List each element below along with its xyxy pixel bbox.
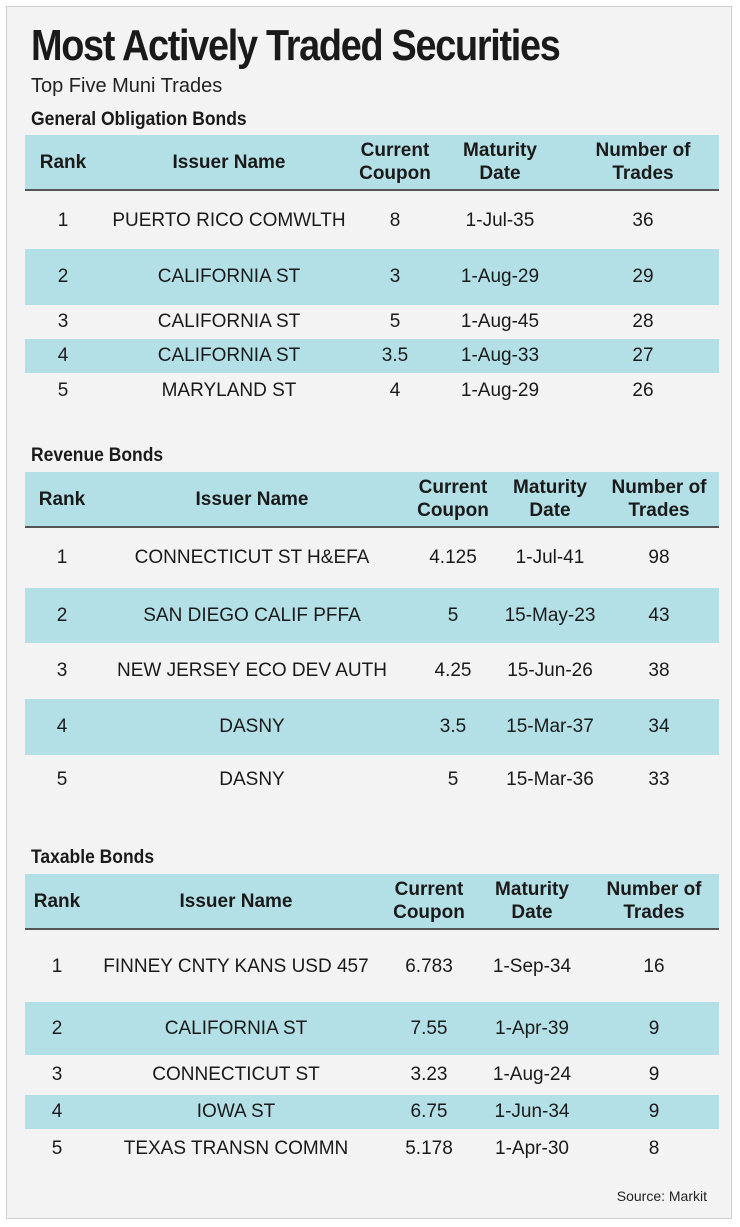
header-maturity-date <box>475 874 589 928</box>
cell-current-coupon: 5 <box>447 604 459 626</box>
table-row <box>25 305 719 339</box>
header-maturity-date-text <box>463 139 537 185</box>
header-line: Current <box>360 140 430 161</box>
header-line: Date <box>529 500 571 521</box>
cell-rank: 1 <box>57 210 69 231</box>
cell-number-of-trades: 33 <box>648 769 670 790</box>
header-maturity-date-text <box>513 476 587 522</box>
header-line: Trades <box>623 902 685 923</box>
header-number-of-trades-text <box>607 878 702 924</box>
cell-rank: 1 <box>51 956 63 977</box>
header-issuer-name-text <box>172 151 285 174</box>
cell-rank: 5 <box>57 380 69 401</box>
header-issuer-name <box>101 135 357 189</box>
cell-number-of-trades: 43 <box>648 604 670 626</box>
header-line: Maturity <box>463 140 537 161</box>
cell-maturity-date: 1-Aug-45 <box>460 311 540 332</box>
cell-maturity-date: 1-Apr-39 <box>495 1017 569 1039</box>
cell-number-of-trades: 16 <box>643 956 665 977</box>
header-line: Maturity <box>513 477 587 498</box>
cell-maturity-date: 15-Jun-26 <box>507 660 593 681</box>
header-current-coupon <box>357 135 433 189</box>
cell-maturity-date: 15-Mar-36 <box>506 769 594 790</box>
header-line: Date <box>511 902 553 923</box>
cell-rank: 2 <box>57 266 69 287</box>
header-maturity-date-text <box>495 878 569 924</box>
cell-issuer-name: NEW JERSEY ECO DEV AUTH <box>117 660 387 681</box>
header-current-coupon-text <box>359 139 431 185</box>
cell-number-of-trades: 27 <box>632 345 654 366</box>
chart-frame <box>6 6 732 1219</box>
header-maturity-date <box>433 135 567 189</box>
page-subtitle: Top Five Muni Trades <box>31 75 223 97</box>
cell-maturity-date: 1-Aug-24 <box>492 1064 572 1085</box>
cell-issuer-name: DASNY <box>219 716 285 737</box>
header-line: Issuer Name <box>195 488 309 510</box>
cell-current-coupon: 6.783 <box>405 956 453 977</box>
header-line: Coupon <box>417 500 489 521</box>
header-line: Coupon <box>393 902 465 923</box>
header-number-of-trades <box>589 874 719 928</box>
table-row <box>25 373 719 409</box>
cell-number-of-trades: 9 <box>648 1101 660 1122</box>
header-number-of-trades-text <box>596 139 691 185</box>
table-header-row <box>25 874 719 930</box>
cell-issuer-name: MARYLAND ST <box>161 380 297 401</box>
header-current-coupon <box>405 472 501 526</box>
header-line: Trades <box>628 500 690 521</box>
cell-number-of-trades: 9 <box>648 1017 660 1039</box>
cell-number-of-trades: 26 <box>632 380 654 401</box>
cell-issuer-name: SAN DIEGO CALIF PFFA <box>143 604 361 626</box>
table-row <box>25 193 719 249</box>
header-line: Date <box>479 163 521 184</box>
header-current-coupon-text <box>393 878 465 924</box>
cell-number-of-trades: 29 <box>632 266 654 287</box>
header-issuer-name <box>99 472 405 526</box>
cell-maturity-date: 1-Jul-41 <box>515 547 585 568</box>
table-row <box>25 755 719 805</box>
header-line: Issuer Name <box>179 890 293 912</box>
cell-maturity-date: 1-Jul-35 <box>465 210 535 231</box>
cell-rank: 4 <box>51 1101 63 1122</box>
header-rank-text <box>40 151 86 174</box>
header-rank-text <box>39 488 85 511</box>
cell-current-coupon: 5.178 <box>405 1138 453 1159</box>
header-line: Issuer Name <box>172 151 286 173</box>
cell-rank: 1 <box>56 547 68 568</box>
header-line: Current <box>394 879 464 900</box>
cell-current-coupon: 3.5 <box>439 716 467 737</box>
cell-issuer-name: CALIFORNIA ST <box>157 345 301 366</box>
cell-rank: 5 <box>51 1138 63 1159</box>
cell-issuer-name: FINNEY CNTY KANS USD 457 <box>103 956 369 977</box>
page-title: Most Actively Traded Securities <box>31 21 560 70</box>
cell-maturity-date: 15-Mar-37 <box>506 716 594 737</box>
cell-maturity-date: 1-Sep-34 <box>492 956 572 977</box>
header-issuer-name <box>89 874 383 928</box>
header-issuer-name-text <box>179 890 292 913</box>
cell-issuer-name: TEXAS TRANSN COMMN <box>123 1138 349 1159</box>
table-row <box>25 339 719 373</box>
cell-issuer-name: CALIFORNIA ST <box>164 1017 308 1039</box>
cell-current-coupon: 7.55 <box>410 1017 448 1039</box>
table-row <box>25 932 719 1002</box>
table-row <box>25 699 719 755</box>
section-title: Taxable Bonds <box>31 847 155 868</box>
table-row <box>25 643 719 699</box>
cell-rank: 4 <box>57 345 69 366</box>
table-row <box>25 249 719 305</box>
cell-maturity-date: 1-Apr-30 <box>495 1138 569 1159</box>
header-number-of-trades <box>599 472 719 526</box>
cell-current-coupon: 4.25 <box>434 660 472 681</box>
cell-issuer-name: CONNECTICUT ST H&EFA <box>134 547 370 568</box>
table-row <box>25 1002 719 1055</box>
header-current-coupon-text <box>417 476 489 522</box>
cell-current-coupon: 3.23 <box>410 1064 448 1085</box>
cell-number-of-trades: 8 <box>648 1138 660 1159</box>
cell-number-of-trades: 34 <box>648 716 670 737</box>
header-line: Maturity <box>495 879 569 900</box>
section-title: Revenue Bonds <box>31 445 164 466</box>
cell-current-coupon: 6.75 <box>410 1101 448 1122</box>
header-maturity-date <box>501 472 599 526</box>
header-rank <box>25 472 99 526</box>
cell-current-coupon: 5 <box>389 311 401 332</box>
header-line: Number of <box>611 477 707 498</box>
source-note: Source: Markit <box>616 1188 707 1204</box>
table-row <box>25 1055 719 1095</box>
cell-issuer-name: DASNY <box>219 769 285 790</box>
header-line: Number of <box>606 879 702 900</box>
cell-number-of-trades: 38 <box>648 660 670 681</box>
cell-rank: 4 <box>56 716 68 737</box>
cell-number-of-trades: 98 <box>648 547 670 568</box>
cell-current-coupon: 3 <box>389 266 401 287</box>
header-number-of-trades-text <box>612 476 707 522</box>
header-current-coupon <box>383 874 475 928</box>
cell-issuer-name: PUERTO RICO COMWLTH <box>112 210 346 231</box>
header-line: Rank <box>33 890 81 912</box>
cell-current-coupon: 8 <box>389 210 401 231</box>
header-line: Number of <box>595 140 691 161</box>
cell-rank: 2 <box>51 1017 63 1039</box>
cell-number-of-trades: 36 <box>632 210 654 231</box>
header-rank <box>25 874 89 928</box>
section-title: General Obligation Bonds <box>31 109 247 130</box>
cell-rank: 5 <box>56 769 68 790</box>
header-issuer-name-text <box>195 488 308 511</box>
header-line: Coupon <box>359 163 431 184</box>
header-line: Rank <box>39 151 87 173</box>
cell-issuer-name: CONNECTICUT ST <box>152 1064 320 1085</box>
table-row <box>25 1095 719 1129</box>
header-number-of-trades <box>567 135 719 189</box>
table-row <box>25 588 719 643</box>
cell-maturity-date: 1-Aug-29 <box>460 266 540 287</box>
cell-number-of-trades: 9 <box>648 1064 660 1085</box>
header-line: Rank <box>38 488 86 510</box>
cell-rank: 2 <box>56 604 68 626</box>
cell-number-of-trades: 28 <box>632 311 654 332</box>
cell-rank: 3 <box>51 1064 63 1085</box>
cell-maturity-date: 1-Aug-29 <box>460 380 540 401</box>
cell-maturity-date: 1-Jun-34 <box>494 1101 570 1122</box>
cell-current-coupon: 5 <box>447 769 459 790</box>
cell-issuer-name: IOWA ST <box>196 1101 276 1122</box>
table-header-row <box>25 472 719 528</box>
cell-issuer-name: CALIFORNIA ST <box>157 311 301 332</box>
table-row <box>25 530 719 586</box>
table-row <box>25 1129 719 1169</box>
cell-current-coupon: 4.125 <box>429 547 477 568</box>
header-line: Current <box>418 477 488 498</box>
cell-rank: 3 <box>56 660 68 681</box>
table-header-row <box>25 135 719 191</box>
cell-current-coupon: 3.5 <box>381 345 409 366</box>
cell-current-coupon: 4 <box>389 380 401 401</box>
header-line: Trades <box>612 163 674 184</box>
cell-maturity-date: 15-May-23 <box>504 604 596 626</box>
header-rank-text <box>34 890 80 913</box>
cell-rank: 3 <box>57 311 69 332</box>
cell-maturity-date: 1-Aug-33 <box>460 345 540 366</box>
cell-issuer-name: CALIFORNIA ST <box>157 266 301 287</box>
header-rank <box>25 135 101 189</box>
